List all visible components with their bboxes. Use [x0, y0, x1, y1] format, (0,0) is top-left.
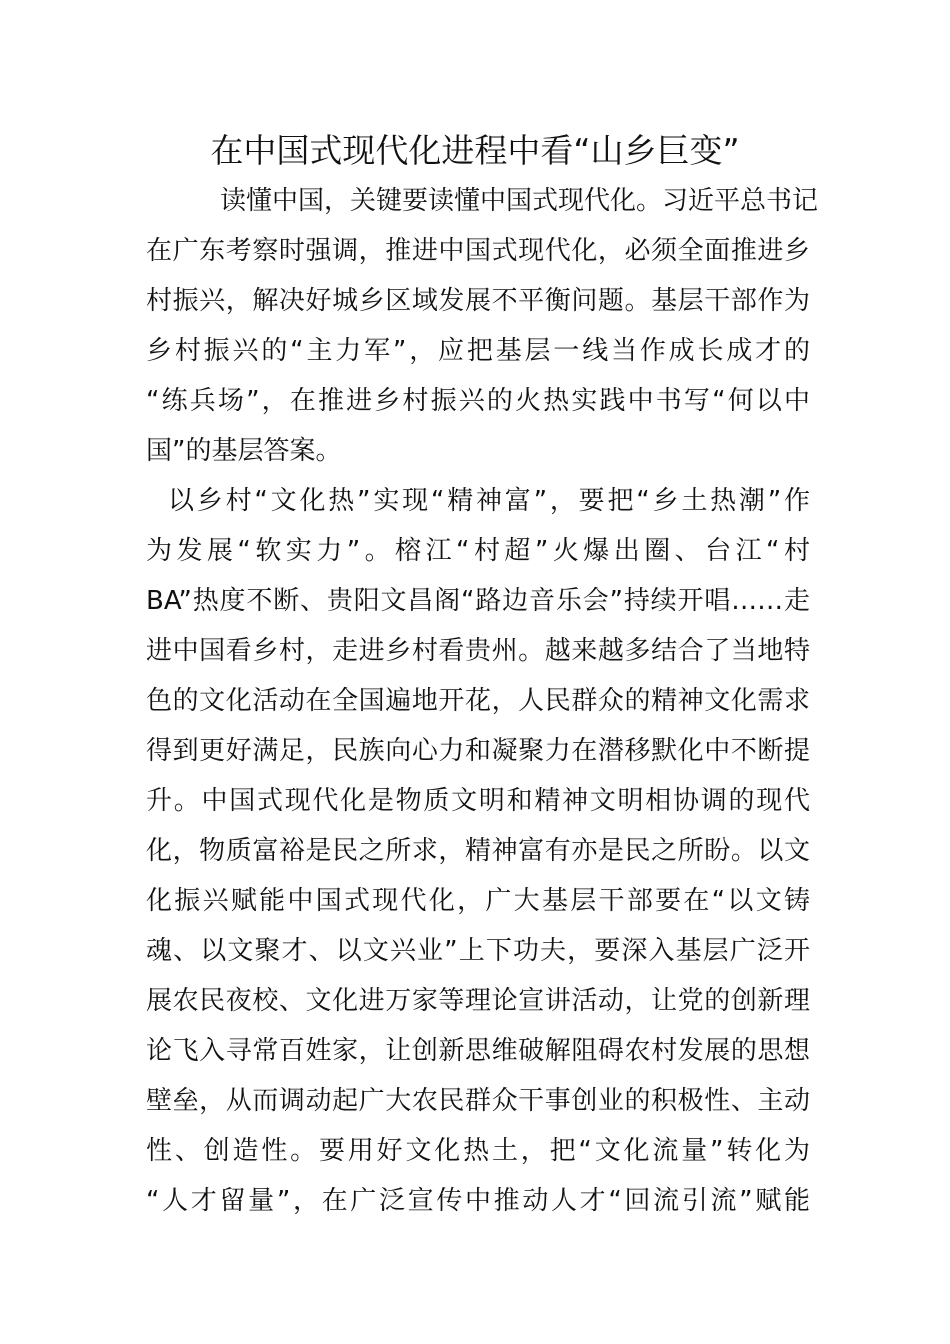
text-line: 升。中国式现代化是物质文明和精神文明相协调的现代	[146, 786, 810, 816]
text-line: 乡村振兴的“主力军”，应把基层一线当作成长成才的	[146, 336, 810, 366]
text-line: 村振兴，解决好城乡区域发展不平衡问题。基层干部作为	[146, 286, 810, 316]
text-line: 论飞入寻常百姓家，让创新思维破解阻碍农村发展的思想	[146, 1036, 810, 1066]
text-line: 化，物质富裕是民之所求，精神富有亦是民之所盼。以文	[146, 836, 810, 866]
text-line: 进中国看乡村，走进乡村看贵州。越来越多结合了当地特	[146, 636, 810, 666]
text-line: 化振兴赋能中国式现代化，广大基层干部要在“以文铸	[146, 886, 810, 916]
text-line: 在广东考察时强调，推进中国式现代化，必须全面推进乡	[146, 236, 810, 266]
text-line: 性、创造性。要用好文化热土，把“文化流量”转化为	[146, 1136, 810, 1166]
text-line: “练兵场”，在推进乡村振兴的火热实践中书写“何以中	[146, 386, 810, 416]
text-line: 国”的基层答案。	[146, 436, 342, 466]
text-line: 色的文化活动在全国遍地开花，人民群众的精神文化需求	[146, 686, 810, 716]
text-line: 得到更好满足，民族向心力和凝聚力在潜移默化中不断提	[146, 736, 810, 766]
text-line: 展农民夜校、文化进万家等理论宣讲活动，让党的创新理	[146, 986, 810, 1016]
text-line: 读懂中国，关键要读懂中国式现代化。习近平总书记	[220, 186, 819, 216]
paragraph-1	[146, 176, 819, 476]
paragraph-2	[146, 476, 810, 1226]
text-line: “人才留量”，在广泛宣传中推动人才“回流引流”赋能	[146, 1186, 810, 1216]
text-line: BA”热度不断、贵阳文昌阁“路边音乐会”持续开唱……走	[146, 586, 810, 616]
text-line: 壁垒，从而调动起广大农民群众干事创业的积极性、主动	[146, 1086, 810, 1116]
text-line: 魂、以文聚才、以文兴业”上下功夫，要深入基层广泛开	[146, 936, 810, 966]
text-line: 为发展“软实力”。榕江“村超”火爆出圈、台江“村	[146, 536, 810, 566]
text-line: 以乡村“文化热”实现“精神富”，要把“乡土热潮”作	[168, 486, 810, 516]
document-title: 在中国式现代化进程中看“山乡巨变”	[210, 131, 740, 170]
